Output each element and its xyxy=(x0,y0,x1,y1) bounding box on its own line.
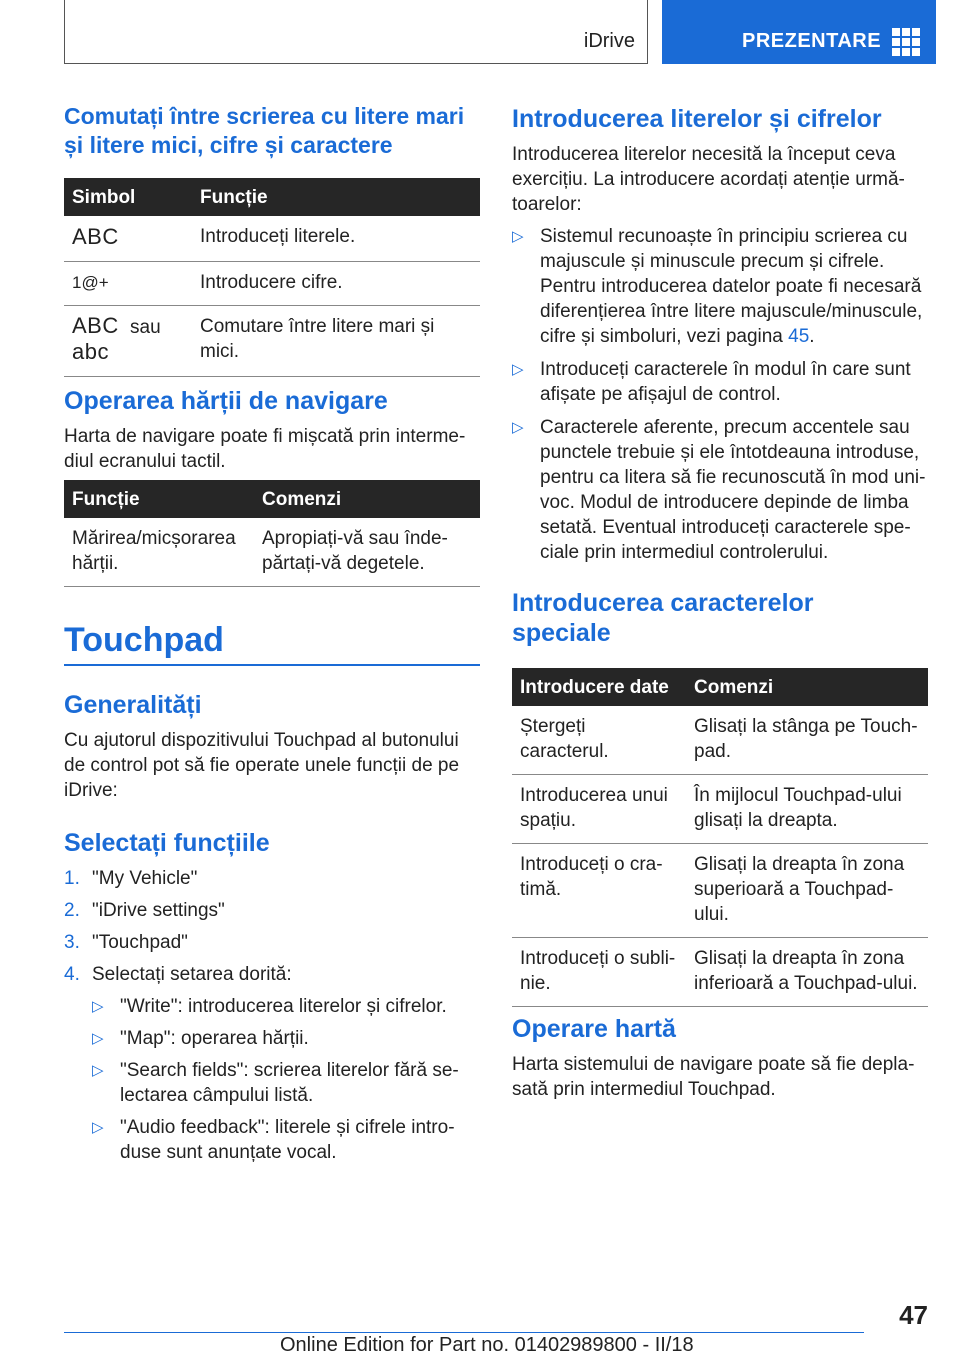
table-row xyxy=(64,216,480,262)
table-cell: Glisați la dreapta în zona superioară a Touchpad-ului. xyxy=(686,844,928,938)
step-item: 3. "Touchpad" xyxy=(64,932,188,953)
table-row xyxy=(64,262,480,306)
special-chars-table xyxy=(512,668,928,1007)
step-item: 1. "My Vehicle" xyxy=(64,868,198,889)
footer-divider xyxy=(64,1332,864,1333)
table-cell: Comutare între litere mari și mici. xyxy=(192,306,480,377)
sub-bullet-item: ▷ "Search fields": scrierea literelor fără se-lectarea câmpului listă. xyxy=(92,1058,480,1108)
abc-lowercase-icon: abc xyxy=(72,339,109,364)
grid-icon xyxy=(892,28,920,56)
digits-symbols-icon: 1@+ xyxy=(72,273,109,292)
step-item: 2. "iDrive settings" xyxy=(64,900,225,921)
table-cell: Ștergeți caracterul. xyxy=(512,706,686,775)
table-cell: Mărirea/micșorarea hărții. xyxy=(64,518,254,587)
table-cell: Introducere cifre. xyxy=(192,262,480,306)
section-heading-map: Operarea hărții de navigare xyxy=(64,387,388,415)
or-label: sau xyxy=(130,317,161,338)
symbol-table xyxy=(64,178,480,377)
table-cell: Glisați la dreapta în zona inferioară a Touchpad-ului. xyxy=(686,938,928,1007)
bullet-item: ▷ Introduceți caracterele în modul în care sunt afișate pe afișajul de control. xyxy=(512,357,928,407)
paragraph: Harta sistemului de navigare poate să fie depla-sată prin intermediul Touchpad. xyxy=(512,1054,915,1100)
paragraph: Introducerea literelor necesită la început ceva exercițiu. La introducere acordați atenție urmă-toarelor: xyxy=(512,144,905,215)
section-heading-map-operation: Operare hartă xyxy=(512,1015,676,1043)
sub-bullet-item: ▷ "Map": operarea hărții. xyxy=(92,1026,480,1051)
table-header: Simbol xyxy=(64,178,192,216)
sub-bullet-item: ▷ "Audio feedback": literele și cifrele intro-duse sunt anunțate vocal. xyxy=(92,1115,480,1165)
table-cell: În mijlocul Touchpad-ului glisați la dreapta. xyxy=(686,775,928,844)
section-heading-select: Selectați funcțiile xyxy=(64,829,270,857)
table-header: Funcție xyxy=(64,480,254,518)
section-heading-special: Introducerea caracterelor speciale xyxy=(512,589,814,647)
table-cell: Glisați la stânga pe Touch-pad. xyxy=(686,706,928,775)
table-header: Funcție xyxy=(192,178,480,216)
page-link[interactable]: 45 xyxy=(788,326,810,347)
table-header: Introducere date xyxy=(512,668,686,706)
table-cell: Introducerea unui spațiu. xyxy=(512,775,686,844)
table-row xyxy=(512,938,928,1007)
table-row xyxy=(512,775,928,844)
header-left-box xyxy=(64,0,648,64)
table-cell: Introduceți o cra-timă. xyxy=(512,844,686,938)
section-tab-label: PREZENTARE xyxy=(742,30,882,52)
paragraph: Cu ajutorul dispozitivului Touchpad al butonului de control pot să fie operate unele funcții de pe iDrive: xyxy=(64,730,460,801)
section-heading-case-switch: Comutați între scrierea cu litere mari și litere mici, cifre și caractere xyxy=(64,103,465,158)
abc-uppercase-icon: ABC xyxy=(72,224,119,249)
chapter-title: Touchpad xyxy=(64,621,224,659)
divider xyxy=(64,664,480,666)
abc-uppercase-icon: ABC xyxy=(72,313,119,338)
section-tab[interactable] xyxy=(662,0,936,64)
section-heading-general: Generalități xyxy=(64,691,202,719)
table-cell: Introduceți o subli-nie. xyxy=(512,938,686,1007)
sub-bullet-item: ▷ "Write": introducerea literelor și cifrelor. xyxy=(92,994,480,1019)
paragraph: Harta de navigare poate fi mișcată prin interme-diul ecranului tactil. xyxy=(64,426,466,472)
table-cell: Apropiați-vă sau înde-părtați-vă degetele. xyxy=(254,518,480,587)
table-row xyxy=(64,306,480,377)
section-heading-letters: Introducerea literelor și cifrelor xyxy=(512,105,882,133)
table-row xyxy=(512,844,928,938)
edition-info: Online Edition for Part no. 01402989800 - II/18 xyxy=(280,1334,694,1356)
table-row xyxy=(64,518,480,587)
table-cell: Introduceți literele. xyxy=(192,216,480,262)
table-header: Comenzi xyxy=(254,480,480,518)
bullet-item: ▷ Caracterele aferente, precum accentele sau punctele trebuie și ele întotdeauna introduse, pentru ca litera să fie recunoscută în mod uni-voc. Modul de introducere depinde de limba setată. Eventual introduceți caracterele spe-ciale prin intermediul controlerului. xyxy=(512,415,928,565)
step-item: 4. Selectați setarea dorită: xyxy=(64,964,292,985)
table-row xyxy=(512,706,928,775)
header-title: iDrive xyxy=(583,30,635,52)
bullet-item: ▷ Sistemul recunoaște în principiu scrierea cu majuscule și minuscule precum și cifrele. Pentru introducerea datelor poate fi necesară diferențierea între litere majuscule/minuscule, cifre și simboluri, vezi pagina 45. xyxy=(512,224,928,349)
page-number: 47 xyxy=(899,1300,928,1330)
map-table xyxy=(64,480,480,587)
table-header: Comenzi xyxy=(686,668,928,706)
